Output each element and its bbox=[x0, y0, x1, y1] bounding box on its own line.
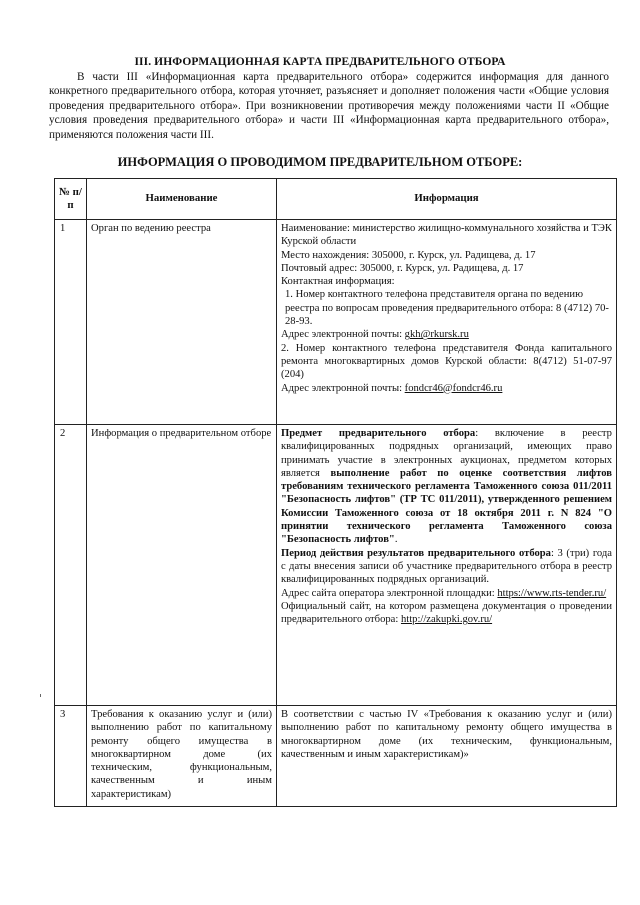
scan-mark bbox=[40, 694, 41, 697]
org-postal-address: Почтовый адрес: 305000, г. Курск, ул. Радищева, д. 17 bbox=[281, 262, 524, 274]
email-line-1 bbox=[281, 328, 612, 341]
official-site-link[interactable]: http://zakupki.gov.ru/ bbox=[400, 614, 493, 626]
contact-phone-2: 2. Номер контактного телефона представителя Фонда капитального ремонта многоквартирных домов Курской области: 8(4712) 51-07-97 (204) bbox=[281, 342, 612, 381]
row-number: 1 bbox=[55, 220, 87, 425]
site-paragraph bbox=[281, 587, 612, 600]
table-header-row bbox=[55, 179, 617, 220]
subject-paragraph bbox=[281, 427, 612, 547]
row-name: Информация о предварительном отборе bbox=[87, 425, 277, 706]
period-label: Период действия результатов предварительного отбора bbox=[281, 547, 551, 559]
subject-end: . bbox=[394, 534, 398, 546]
table-row bbox=[55, 706, 617, 807]
header-name: Наименование bbox=[87, 179, 277, 220]
row-number: 3 bbox=[55, 706, 87, 807]
email-label-1: Адрес электронной почты: bbox=[281, 329, 405, 341]
org-location: Место нахождения: 305000, г. Курск, ул. Радищева, д. 17 bbox=[281, 249, 536, 261]
row-info bbox=[277, 425, 617, 706]
section-title: III. ИНФОРМАЦИОННАЯ КАРТА ПРЕДВАРИТЕЛЬНОГО ОТБОРА bbox=[134, 56, 506, 68]
info-title: ИНФОРМАЦИЯ О ПРОВОДИМОМ ПРЕДВАРИТЕЛЬНОМ ОТБОРЕ: bbox=[117, 155, 523, 169]
email-link-1[interactable]: gkh@rkursk.ru bbox=[404, 329, 469, 341]
period-paragraph bbox=[281, 547, 612, 587]
contact-phone-1: 1. Номер контактного телефона представителя органа по ведению реестра по вопросам проведения предварительного отбора: 8 (4712) 70-28-93. bbox=[285, 289, 609, 328]
header-info: Информация bbox=[277, 179, 617, 220]
contact-label: Контактная информация: bbox=[281, 276, 395, 288]
site-label: Адрес сайта оператора электронной площадки: bbox=[281, 587, 498, 599]
official-site-label: Официальный сайт, на котором размещена документация о проведении предварительного отбора: bbox=[281, 600, 612, 626]
email-link-2[interactable]: fondcr46@fondcr46.ru bbox=[404, 382, 503, 394]
subject-label: Предмет предварительного отбора bbox=[281, 428, 476, 439]
row-name: Требования к оказанию услуг и (или) выполнению работ по капитальному ремонту общего имущества в многоквартирном доме (их техническим, функциональным, качественным и иным характеристикам) bbox=[87, 706, 277, 807]
email-line-2 bbox=[281, 382, 612, 395]
header-number: № п/п bbox=[55, 179, 87, 220]
period-text: : 3 (три) года с даты внесения записи об участнике предварительного отбора в реестр квалифицированных подрядных организаций. bbox=[281, 547, 612, 586]
official-site-paragraph bbox=[281, 600, 612, 627]
site-link[interactable]: https://www.rts-tender.ru/ bbox=[497, 587, 607, 599]
row-info: В соответствии с частью IV «Требования к оказанию услуг и (или) выполнению работ по капитальному ремонту общего имущества в многоквартирном доме (их техническим, функциональным, качественным и иным характеристикам)» bbox=[277, 706, 617, 807]
subject-text: : включение в реестр квалифицированных подрядных организаций, имеющих право принимать участие в электронных аукционах, предметом которых является bbox=[281, 428, 612, 479]
table-row bbox=[55, 425, 617, 706]
row-name: Орган по ведению реестра bbox=[87, 220, 277, 425]
table-row bbox=[55, 220, 617, 425]
subject-bold-text: выполнение работ по оценке соответствия лифтов требованиям технического регламента Таможенного союза 011/2011 "Безопасность лифтов" (ТР ТС 011/2011), утвержденного решением Комиссии Таможенного союза от 18 октября 2011 г. N 824 "О принятии технического регламента Таможенного союза "Безопасность лифтов" bbox=[281, 467, 612, 546]
row-number: 2 bbox=[55, 425, 87, 706]
email-label-2: Адрес электронной почты: bbox=[281, 382, 405, 394]
info-table bbox=[54, 178, 617, 807]
row-info bbox=[277, 220, 617, 425]
org-name: Наименование: министерство жилищно-коммунального хозяйства и ТЭК Курской области bbox=[281, 223, 612, 248]
intro-paragraph: В части III «Информационная карта предварительного отбора» содержится информация для данного конкретного предварительного отбора, которая уточняет, разъясняет и дополняет положения части «Общие условия проведения предварительного отбора». При возникновении противоречия между положениями части II «Общие условия проведения предварительного отбора» и части III «Информационная карта предварительного отбора», применяются положения части III. bbox=[49, 71, 609, 141]
